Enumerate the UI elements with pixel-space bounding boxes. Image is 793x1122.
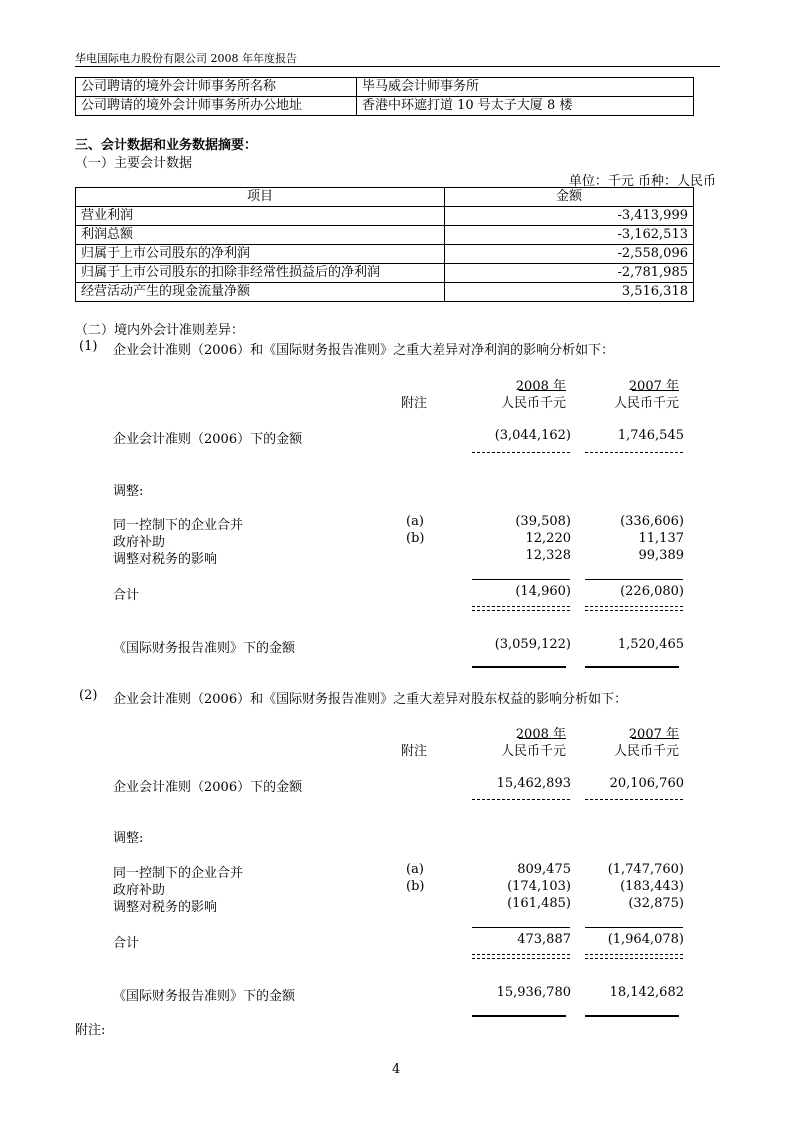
total-rule [585,666,679,668]
recon2-adj-label-2: 调整对税务的影响 [113,900,218,915]
column-header-amount: 金额 [445,188,694,207]
table-row [76,97,694,116]
auditor-address-label: 公司聘请的境外会计师事务所办公地址 [76,97,357,116]
recon2-base-label: 企业会计准则（2006）下的金额 [113,780,303,795]
subtotal-rule [585,927,683,928]
subtotal-rule [472,927,570,928]
table-header-row [76,188,694,207]
row-item: 归属于上市公司股东的净利润 [76,245,445,264]
dashed-rule [472,610,570,611]
recon1-adj-v2-2: 99,389 [638,548,684,563]
year-underline [519,390,566,391]
recon2-total-v2: (1,964,078) [607,932,684,947]
subsection-title: （二）境内外会计准则差异： [75,323,245,338]
recon2-year1: 2008 年 [515,727,566,742]
dashed-rule [472,954,570,955]
recon1-base-v2: 1,746,545 [617,428,684,443]
recon1-year1: 2008 年 [515,379,566,394]
row-amount: -3,162,513 [445,226,694,245]
recon2-note-header: 附注 [401,744,428,759]
header-divider [75,66,720,67]
auditor-name-value: 毕马威会计师事务所 [357,78,694,97]
recon1-ifrs-v2: 1,520,465 [617,637,684,652]
recon2-ifrs-v2: 18,142,682 [609,985,684,1000]
recon2-base-v1: 15,462,893 [496,776,571,791]
recon1-adj-v1-0: (39,508) [515,514,571,529]
report-header: 华电国际电力股份有限公司 2008 年年度报告 [75,52,297,65]
recon2-adj-v2-1: (183,443) [620,879,684,894]
dashed-rule [472,452,570,453]
recon2-adj-v1-1: (174,103) [507,879,571,894]
auditor-address-value: 香港中环遮打道 10 号太子大厦 8 楼 [357,97,694,116]
unit-label: 单位：千元 币种：人民币 [568,174,716,189]
recon2-unit2: 人民币千元 [613,744,679,759]
recon2-adj-note-0: (a) [406,862,424,877]
recon1-total-label: 合计 [113,588,140,603]
table-row [76,245,694,264]
recon1-unit1: 人民币千元 [500,396,566,411]
recon1-adj-label-2: 调整对税务的影响 [113,552,218,567]
recon2-base-v2: 20,106,760 [609,776,684,791]
recon1-adj-v2-0: (336,606) [620,514,684,529]
dashed-rule [472,799,570,800]
year-underline [632,738,679,739]
recon2-ifrs-label: 《国际财务报告准则》下的金额 [113,989,296,1004]
column-header-item: 项目 [76,188,445,207]
auditor-name-label: 公司聘请的境外会计师事务所名称 [76,78,357,97]
dashed-rule [585,606,683,607]
subsection-title: （一）主要会计数据 [75,156,193,171]
recon1-total-v2: (226,080) [620,584,684,599]
recon2-adj-label-0: 同一控制下的企业合并 [113,866,244,881]
table-row [76,207,694,226]
recon2-adj-v2-2: (32,875) [628,896,684,911]
subtotal-rule [472,579,570,580]
recon1-adj-v1-1: 12,220 [525,531,571,546]
recon2-total-label: 合计 [113,936,140,951]
recon1-total-v1: (14,960) [515,584,571,599]
recon1-intro: 企业会计准则（2006）和《国际财务报告准则》之重大差异对净利润的影响分析如下： [113,343,615,358]
recon1-adj-v2-1: 11,137 [638,531,684,546]
dashed-rule [585,958,683,959]
recon2-adj-label-1: 政府补助 [113,883,166,898]
recon1-adj-label: 调整: [113,484,144,499]
dashed-rule [585,610,683,611]
recon1-adj-note-0: (a) [406,514,424,529]
row-item: 营业利润 [76,207,445,226]
total-rule [472,666,566,668]
recon1-base-v1: (3,044,162) [494,428,571,443]
recon2-adj-v1-2: (161,485) [507,896,571,911]
table-row [76,226,694,245]
recon1-adj-note-1: (b) [406,531,425,546]
recon2-year2: 2007 年 [628,727,679,742]
section-title: 三、会计数据和业务数据摘要： [75,138,258,153]
recon1-number: (1) [79,339,98,354]
year-underline [519,738,566,739]
recon1-adj-v1-2: 12,328 [525,548,571,563]
recon2-total-v1: 473,887 [517,932,571,947]
recon1-note-header: 附注 [401,396,428,411]
row-item: 经营活动产生的现金流量净额 [76,283,445,302]
recon2-adj-label: 调整: [113,831,144,846]
key-data-table [75,187,694,302]
row-amount: 3,516,318 [445,283,694,302]
recon1-base-label: 企业会计准则（2006）下的金额 [113,432,303,447]
row-item: 利润总额 [76,226,445,245]
dashed-rule [585,452,683,453]
table-row [76,78,694,97]
recon1-ifrs-label: 《国际财务报告准则》下的金额 [113,641,296,656]
recon2-adj-v2-0: (1,747,760) [607,862,684,877]
recon1-adj-label-1: 政府补助 [113,535,166,550]
row-amount: -2,781,985 [445,264,694,283]
dashed-rule [472,958,570,959]
table-row [76,264,694,283]
recon1-ifrs-v1: (3,059,122) [494,637,571,652]
recon2-number: (2) [79,688,98,703]
dashed-rule [472,606,570,607]
row-amount: -2,558,096 [445,245,694,264]
year-underline [632,390,679,391]
row-item: 归属于上市公司股东的扣除非经常性损益后的净利润 [76,264,445,283]
recon2-intro: 企业会计准则（2006）和《国际财务报告准则》之重大差异对股东权益的影响分析如下： [113,692,628,707]
recon2-ifrs-v1: 15,936,780 [496,985,571,1000]
auditor-table [75,77,694,116]
recon1-adj-label-0: 同一控制下的企业合并 [113,518,244,533]
total-rule [585,1015,679,1017]
recon1-unit2: 人民币千元 [613,396,679,411]
recon2-adj-note-1: (b) [406,879,425,894]
footnote-label: 附注: [75,1023,106,1038]
page-number: 4 [392,1062,401,1077]
recon2-adj-v1-0: 809,475 [517,862,571,877]
table-row [76,283,694,302]
dashed-rule [585,799,683,800]
total-rule [472,1015,566,1017]
recon1-year2: 2007 年 [628,379,679,394]
subtotal-rule [585,579,683,580]
row-amount: -3,413,999 [445,207,694,226]
recon2-unit1: 人民币千元 [500,744,566,759]
dashed-rule [585,954,683,955]
